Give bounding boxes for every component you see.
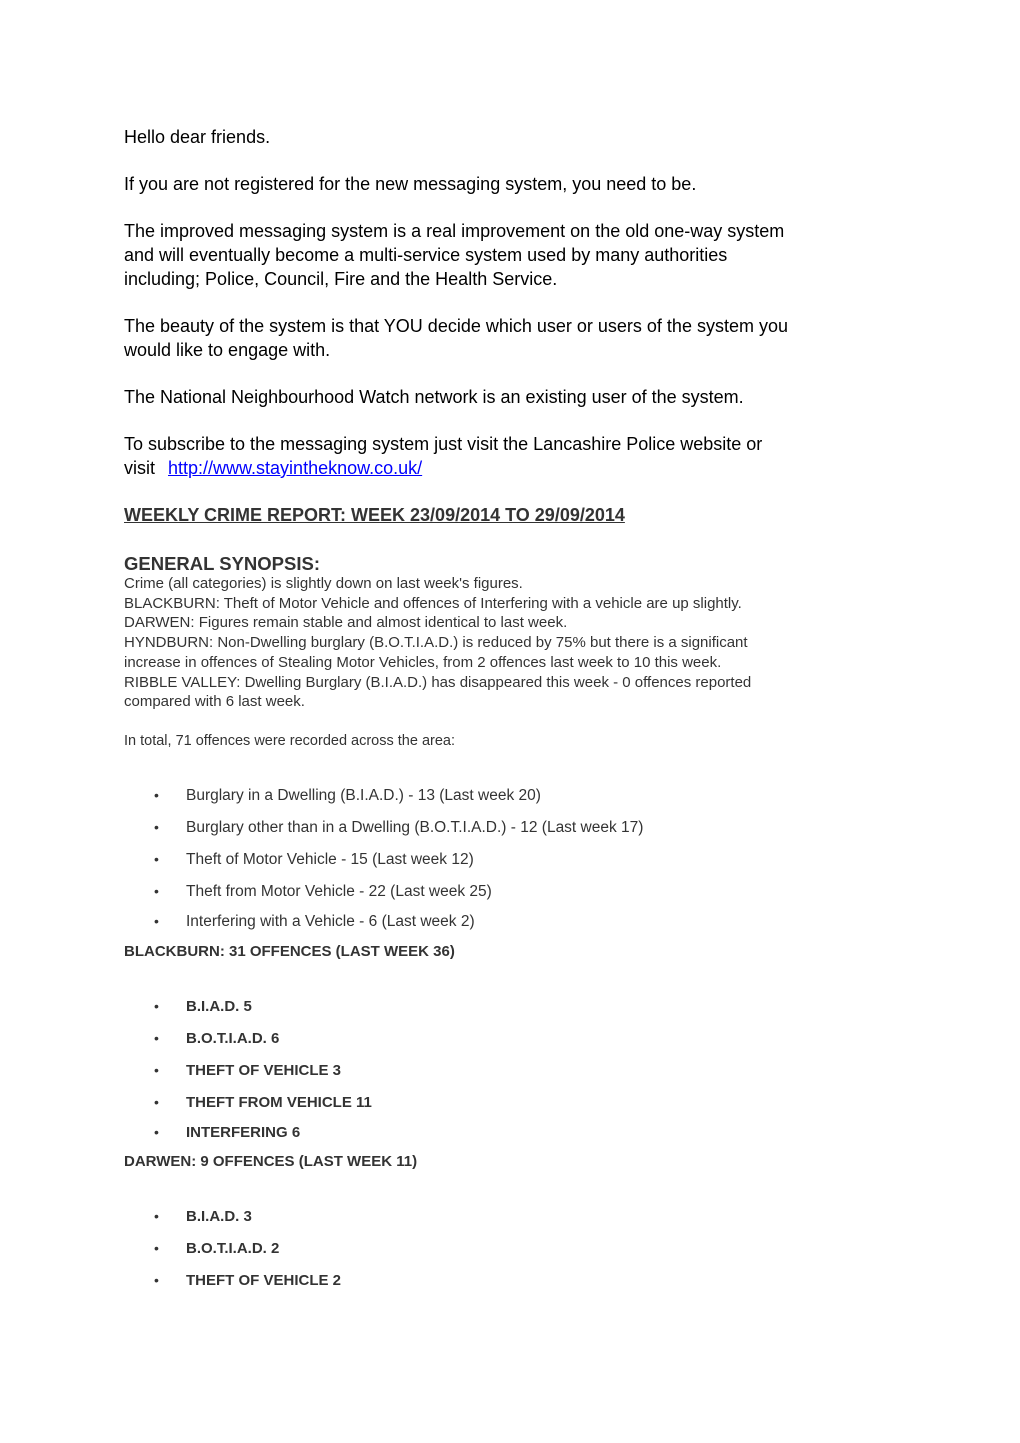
bullet-icon: • — [154, 998, 159, 1014]
bullet-icon: • — [154, 851, 159, 867]
bullet-icon: • — [154, 913, 159, 929]
register-notice: If you are not registered for the new messaging system, you need to be. — [124, 174, 697, 194]
synopsis-line: increase in offences of Stealing Motor Vehicles, from 2 offences last week to 10 this week. — [124, 654, 722, 671]
synopsis-line: RIBBLE VALLEY: Dwelling Burglary (B.I.A.D.) has disappeared this week - 0 offences reported — [124, 674, 752, 691]
subscribe-visit: visit — [124, 458, 155, 478]
bullet-icon: • — [154, 1272, 159, 1288]
improved-line-3: including; Police, Council, Fire and the Health Service. — [124, 269, 558, 289]
subscribe-line-1: To subscribe to the messaging system just visit the Lancashire Police website or — [124, 434, 763, 454]
stayintheknow-link[interactable]: http://www.stayintheknow.co.uk/ — [168, 458, 423, 478]
synopsis-line: DARWEN: Figures remain stable and almost identical to last week. — [124, 614, 568, 631]
bullet-icon: • — [154, 1094, 159, 1110]
bullet-icon: • — [154, 883, 159, 899]
subscribe-line-2 — [124, 456, 422, 480]
bullet-icon: • — [154, 1124, 159, 1140]
bullet-icon: • — [154, 1208, 159, 1224]
synopsis-line: compared with 6 last week. — [124, 693, 305, 710]
bullet-icon: • — [154, 1240, 159, 1256]
network-line: The National Neighbourhood Watch network is an existing user of the system. — [124, 387, 744, 407]
improved-line-1: The improved messaging system is a real improvement on the old one-way system — [124, 221, 785, 241]
improved-line-2: and will eventually become a multi-service system used by many authorities — [124, 245, 728, 265]
bullet-icon: • — [154, 787, 159, 803]
synopsis-line: HYNDBURN: Non-Dwelling burglary (B.O.T.I.A.D.) is reduced by 75% but there is a significant — [124, 634, 748, 651]
total-offences: In total, 71 offences were recorded across the area: — [124, 733, 456, 749]
synopsis-line: Crime (all categories) is slightly down on last week's figures. — [124, 575, 523, 592]
darwen-heading: DARWEN: 9 OFFENCES (LAST WEEK 11) — [124, 1153, 418, 1170]
bullet-icon: • — [154, 1062, 159, 1078]
weekly-report-title: WEEKLY CRIME REPORT: WEEK 23/09/2014 TO 29/09/2014 — [124, 505, 625, 525]
beauty-line-1: The beauty of the system is that YOU decide which user or users of the system you — [124, 316, 788, 336]
synopsis-line: BLACKBURN: Theft of Motor Vehicle and offences of Interfering with a vehicle are up slightly. — [124, 595, 742, 612]
bullet-icon: • — [154, 819, 159, 835]
synopsis-heading: GENERAL SYNOPSIS: — [124, 553, 321, 574]
bullet-icon: • — [154, 1030, 159, 1046]
blackburn-heading: BLACKBURN: 31 OFFENCES (LAST WEEK 36) — [124, 943, 455, 960]
beauty-line-2: would like to engage with. — [124, 340, 331, 360]
greeting: Hello dear friends. — [124, 127, 271, 147]
